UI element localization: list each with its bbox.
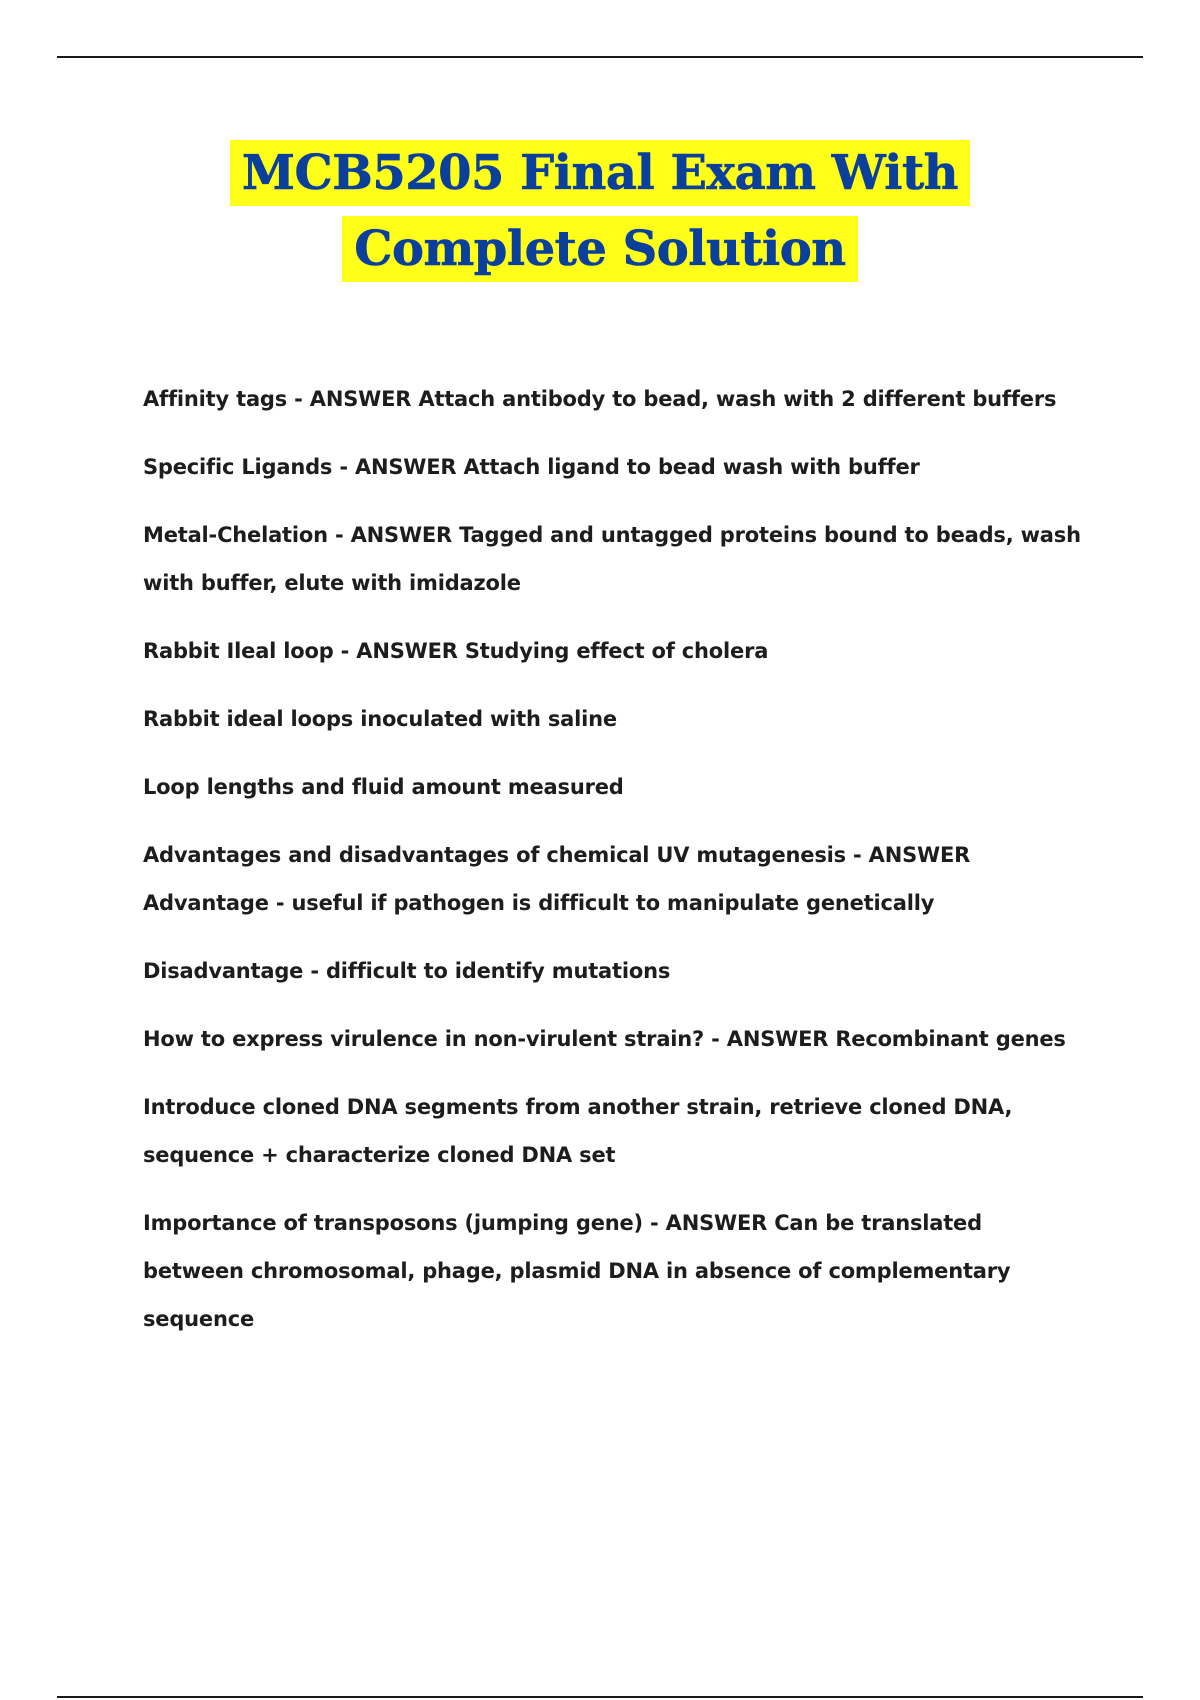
- qa-item-disadvantage: Disadvantage - difficult to identify mutations: [143, 959, 671, 983]
- title-line-1: MCB5205 Final Exam With: [230, 140, 970, 206]
- qa-item-affinity-tags: Affinity tags - ANSWER Attach antibody to bead, wash with 2 different buffers: [143, 387, 1057, 411]
- qa-item-rabbit-ideal-loops: Rabbit ideal loops inoculated with saline: [143, 707, 617, 731]
- qa-item-uv-mutagenesis: Advantages and disadvantages of chemical UV mutagenesis - ANSWER Advantage - useful if pathogen is difficult to manipulate genetically: [143, 843, 971, 915]
- qa-item-transposons: Importance of transposons (jumping gene) - ANSWER Can be translated between chromosomal, phage, plasmid DNA in absence of complementary sequence: [143, 1211, 1011, 1331]
- qa-list: [143, 375, 1083, 1363]
- qa-item-rabbit-ileal-loop: Rabbit Ileal loop - ANSWER Studying effect of cholera: [143, 639, 769, 663]
- header-rule: [57, 56, 1143, 58]
- document-title: [0, 140, 1200, 292]
- qa-item-specific-ligands: Specific Ligands - ANSWER Attach ligand to bead wash with buffer: [143, 455, 920, 479]
- qa-item-express-virulence: How to express virulence in non-virulent strain? - ANSWER Recombinant genes: [143, 1027, 1066, 1051]
- qa-item-loop-lengths: Loop lengths and fluid amount measured: [143, 775, 624, 799]
- qa-item-metal-chelation: Metal-Chelation - ANSWER Tagged and untagged proteins bound to beads, wash with buffer, elute with imidazole: [143, 523, 1081, 595]
- qa-item-cloned-dna: Introduce cloned DNA segments from another strain, retrieve cloned DNA, sequence + characterize cloned DNA set: [143, 1095, 1013, 1167]
- footer-rule: [57, 1696, 1143, 1698]
- title-line-2: Complete Solution: [342, 216, 857, 282]
